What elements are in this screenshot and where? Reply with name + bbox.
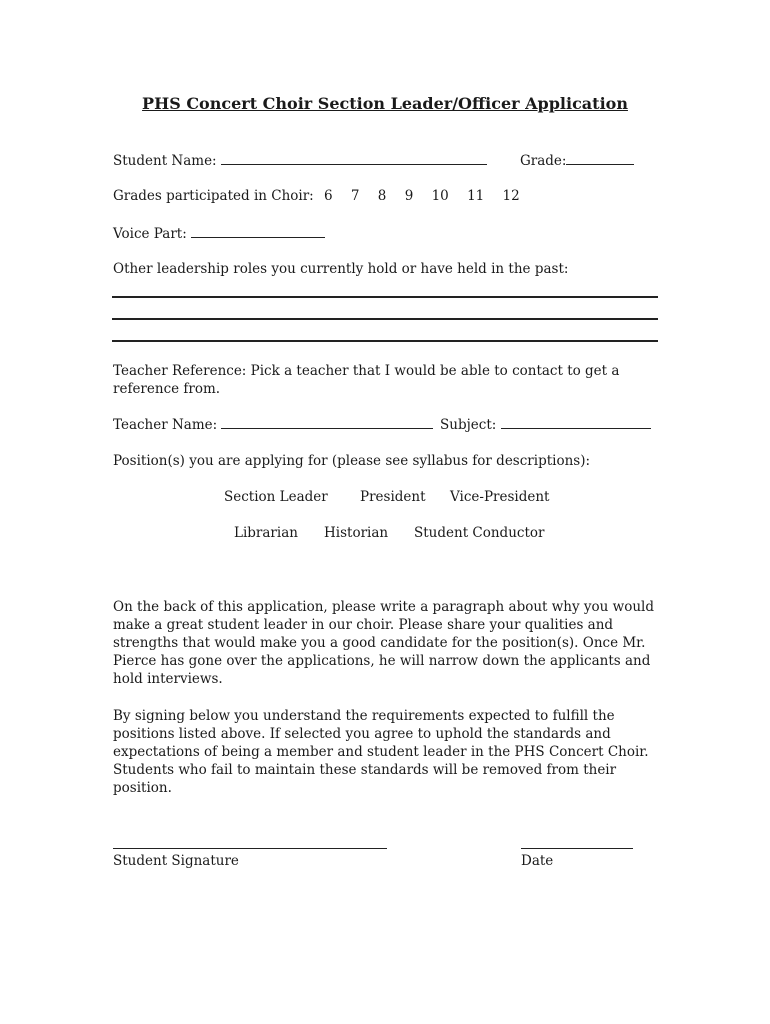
student-name-field[interactable]: [221, 152, 487, 165]
grade-option[interactable]: 7: [350, 188, 360, 204]
leadership-line-3[interactable]: [112, 340, 658, 342]
page-title: PHS Concert Choir Section Leader/Officer Application: [142, 94, 628, 113]
voice-part-row: [113, 225, 325, 242]
student-signature-line[interactable]: [113, 848, 387, 849]
date-line[interactable]: [521, 848, 633, 849]
position-option-historian[interactable]: Historian: [324, 525, 389, 541]
position-option-librarian[interactable]: Librarian: [234, 525, 298, 541]
leadership-line-2[interactable]: [112, 318, 658, 320]
teacher-reference-text: Teacher Reference: Pick a teacher that I would be able to contact to get a reference from.: [113, 363, 620, 397]
voice-part-label: Voice Part:: [113, 226, 187, 242]
position-option-student-conductor[interactable]: Student Conductor: [414, 525, 545, 541]
subject-row: [440, 416, 651, 433]
position-option-section-leader[interactable]: Section Leader: [224, 489, 328, 505]
grade-row: [520, 152, 634, 169]
voice-part-field[interactable]: [191, 225, 325, 238]
grades-row: [113, 188, 520, 204]
grade-field[interactable]: [566, 152, 634, 165]
position-option-vice-president[interactable]: Vice-President: [450, 489, 550, 505]
grade-option[interactable]: 8: [377, 188, 387, 204]
grade-option[interactable]: 10: [431, 188, 449, 204]
back-of-application-paragraph: On the back of this application, please write a paragraph about why you would make a great student leader in our choir. Please share your qualities and strengths that would make you a good candidate for the position(s). Once Mr. Pierce has gone over the applications, he will narrow down the applicants and hold interviews.: [113, 599, 654, 687]
student-signature-label: Student Signature: [113, 853, 239, 869]
grade-option[interactable]: 9: [404, 188, 414, 204]
leadership-line-1[interactable]: [112, 296, 658, 298]
student-name-label: Student Name:: [113, 153, 217, 169]
subject-label: Subject:: [440, 417, 497, 433]
agreement-paragraph: By signing below you understand the requirements expected to fulfill the positions listed above. If selected you agree to uphold the standards and expectations of being a member and student leader in the PHS Concert Choir. Students who fail to maintain these standards will be removed from their position.: [113, 708, 649, 796]
position-option-president[interactable]: President: [360, 489, 426, 505]
student-name-row: [113, 152, 487, 169]
leadership-label: Other leadership roles you currently hold or have held in the past:: [113, 261, 569, 277]
grade-option[interactable]: 6: [324, 188, 333, 204]
positions-label: Position(s) you are applying for (please see syllabus for descriptions):: [113, 453, 591, 469]
date-label: Date: [521, 853, 554, 869]
grades-label: Grades participated in Choir:: [113, 188, 314, 204]
teacher-name-label: Teacher Name:: [113, 417, 218, 433]
teacher-name-field[interactable]: [221, 416, 433, 429]
subject-field[interactable]: [501, 416, 651, 429]
grade-label: Grade:: [520, 153, 567, 169]
grade-option[interactable]: 12: [502, 188, 520, 204]
grade-option[interactable]: 11: [467, 188, 485, 204]
teacher-name-row: [113, 416, 433, 433]
